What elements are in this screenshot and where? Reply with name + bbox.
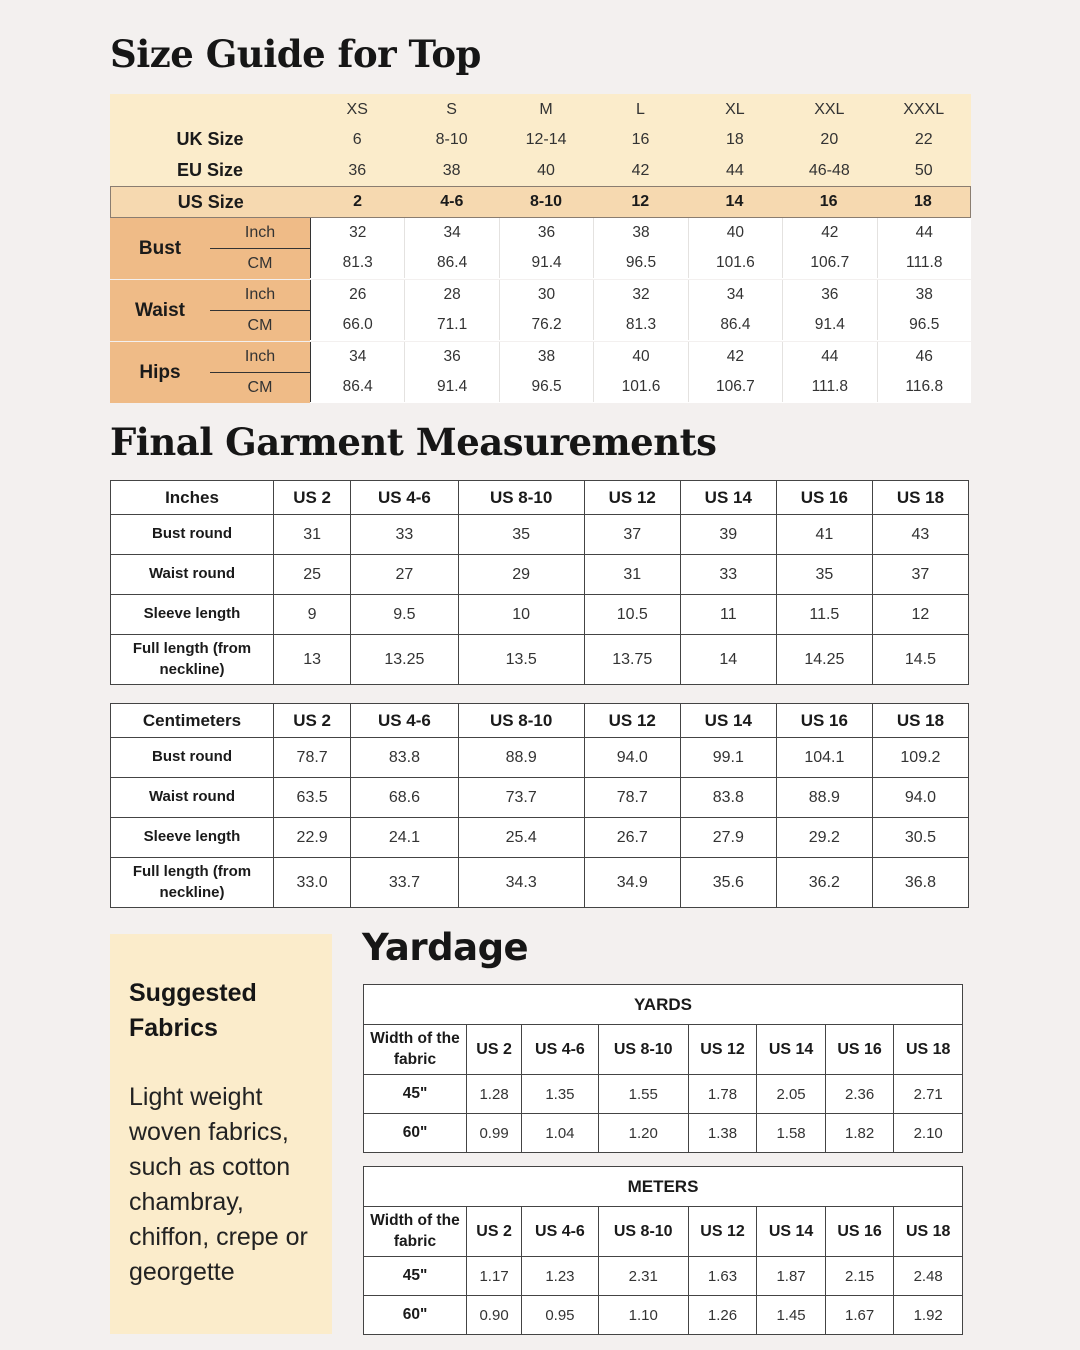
size-guide-table xyxy=(110,94,971,403)
table-cell: 1.17 xyxy=(467,1257,522,1296)
waist-inch-cell: 32 xyxy=(593,280,687,310)
letter-size-cell: XL xyxy=(725,100,745,118)
letter-size-cell: XXL xyxy=(814,100,845,118)
table-cell: 37 xyxy=(872,555,968,595)
waist-inch-cell: 38 xyxy=(877,280,971,310)
row-label: Bust round xyxy=(111,515,274,555)
table-cell: 10.5 xyxy=(584,595,680,635)
waist-cm-cell: 66.0 xyxy=(310,310,404,340)
table-cell: 41 xyxy=(776,515,872,555)
header-cell: US 14 xyxy=(757,1025,826,1075)
row-label: Sleeve length xyxy=(111,595,274,635)
header-cell: US 2 xyxy=(274,481,351,515)
hips-inch-row xyxy=(310,342,971,372)
bust-cm-row xyxy=(310,248,971,278)
table-row xyxy=(111,555,969,595)
hips-inch-cell: 46 xyxy=(877,342,971,372)
row-label: Bust round xyxy=(111,738,274,778)
us-size-cell: 2 xyxy=(353,193,363,210)
header-cell: US 12 xyxy=(584,704,680,738)
table-cell: 2.36 xyxy=(825,1075,894,1114)
table-cell: 1.28 xyxy=(467,1075,522,1114)
bust-label: Bust xyxy=(138,237,182,259)
bust-inch-cell: 34 xyxy=(404,218,498,248)
waist-cm-cell: 91.4 xyxy=(782,310,876,340)
table-cell: 13.5 xyxy=(458,635,584,685)
waist-measurement-block xyxy=(110,280,971,341)
bust-cm-cell: 96.5 xyxy=(593,248,687,278)
header-cell: US 18 xyxy=(872,704,968,738)
table-cell: 1.87 xyxy=(757,1257,826,1296)
table-cell: 31 xyxy=(274,515,351,555)
table-cell: 2.48 xyxy=(894,1257,963,1296)
letter-size-cells xyxy=(310,101,971,119)
waist-inch-cell: 30 xyxy=(499,280,593,310)
row-label: Waist round xyxy=(111,778,274,818)
table-cell: 11.5 xyxy=(776,595,872,635)
table-cell: 99.1 xyxy=(680,738,776,778)
header-cell: US 4-6 xyxy=(522,1025,599,1075)
us-size-cell: 8-10 xyxy=(530,193,563,210)
bust-cm-cell: 86.4 xyxy=(404,248,498,278)
table-row xyxy=(111,818,969,858)
header-cell: US 4-6 xyxy=(351,481,458,515)
table-cell: 1.58 xyxy=(757,1114,826,1153)
letter-size-cell: M xyxy=(539,100,553,118)
table-cell: 1.20 xyxy=(598,1114,688,1153)
hips-cm-cell: 106.7 xyxy=(688,372,782,402)
table-header-row xyxy=(111,481,969,515)
hips-label: Hips xyxy=(139,361,181,383)
table-row xyxy=(111,858,969,908)
table-cell: 10 xyxy=(458,595,584,635)
suggested-fabrics-title: Suggested Fabrics xyxy=(129,979,257,1042)
table-cell: 2.71 xyxy=(894,1075,963,1114)
letter-size-cell: L xyxy=(636,100,645,118)
unit-inch-label: Inch xyxy=(244,224,276,241)
table-row xyxy=(111,635,969,685)
table-cell: 68.6 xyxy=(351,778,458,818)
letter-size-cell: S xyxy=(446,100,457,118)
table-cell: 12 xyxy=(872,595,968,635)
bust-inch-cell: 38 xyxy=(593,218,687,248)
bust-cm-cell: 91.4 xyxy=(499,248,593,278)
suggested-fabrics-panel xyxy=(110,934,332,1334)
header-cell: US 12 xyxy=(688,1207,757,1257)
header-cell: US 4-6 xyxy=(351,704,458,738)
header-cell: US 14 xyxy=(680,704,776,738)
table-cell: 73.7 xyxy=(458,778,584,818)
table-cell: 2.31 xyxy=(598,1257,688,1296)
table-header-row xyxy=(364,1025,963,1075)
header-cell: US 18 xyxy=(894,1025,963,1075)
table-cell: 63.5 xyxy=(274,778,351,818)
table-cell: 35 xyxy=(458,515,584,555)
table-cell: 109.2 xyxy=(872,738,968,778)
table-cell: 29 xyxy=(458,555,584,595)
suggested-fabrics-text: Light weight woven fabrics, such as cotton chambray, chiffon, crepe or georgette xyxy=(129,1083,308,1286)
table-row xyxy=(111,515,969,555)
waist-cm-row xyxy=(310,310,971,340)
uk-size-cell: 12-14 xyxy=(525,130,567,148)
table-cell: 31 xyxy=(584,555,680,595)
table-cell: 83.8 xyxy=(680,778,776,818)
table-cell: 37 xyxy=(584,515,680,555)
bust-inch-cell: 40 xyxy=(688,218,782,248)
bust-cm-cell: 101.6 xyxy=(688,248,782,278)
header-cell: US 2 xyxy=(467,1025,522,1075)
header-cell: US 16 xyxy=(825,1025,894,1075)
uk-size-cell: 20 xyxy=(820,130,839,148)
bust-inch-cell: 44 xyxy=(877,218,971,248)
header-cell: US 2 xyxy=(274,704,351,738)
hips-cm-row xyxy=(310,372,971,402)
header-cell: US 2 xyxy=(467,1207,522,1257)
hips-measurement-block xyxy=(110,342,971,403)
row-label: 45" xyxy=(364,1075,467,1114)
table-row xyxy=(364,1075,963,1114)
row-label: Waist round xyxy=(111,555,274,595)
unit-cm-label: CM xyxy=(247,379,273,396)
waist-cm-cell: 86.4 xyxy=(688,310,782,340)
bust-cm-cell: 81.3 xyxy=(310,248,404,278)
header-cell: US 14 xyxy=(680,481,776,515)
table-caption: YARDS xyxy=(364,985,963,1025)
table-row xyxy=(364,1257,963,1296)
table-header-row xyxy=(111,704,969,738)
letter-size-cell: XS xyxy=(346,100,368,118)
eu-size-cell: 46-48 xyxy=(808,161,850,179)
hips-cm-cell: 96.5 xyxy=(499,372,593,402)
uk-size-cell: 18 xyxy=(726,130,744,148)
unit-cm-label: CM xyxy=(247,317,273,334)
table-cell: 1.78 xyxy=(688,1075,757,1114)
table-cell: 14.25 xyxy=(776,635,872,685)
uk-size-cell: 8-10 xyxy=(435,130,468,148)
waist-inch-cell: 36 xyxy=(782,280,876,310)
table-cell: 78.7 xyxy=(584,778,680,818)
eu-size-row xyxy=(110,155,971,186)
table-cell: 9 xyxy=(274,595,351,635)
table-cell: 0.90 xyxy=(467,1296,522,1335)
hips-cm-cell: 86.4 xyxy=(310,372,404,402)
table-cell: 27 xyxy=(351,555,458,595)
bust-inch-cell: 42 xyxy=(782,218,876,248)
header-cell: US 16 xyxy=(825,1207,894,1257)
unit-inch-label: Inch xyxy=(244,286,276,303)
table-cell: 83.8 xyxy=(351,738,458,778)
table-cell: 2.15 xyxy=(825,1257,894,1296)
header-cell: US 16 xyxy=(776,481,872,515)
table-cell: 1.45 xyxy=(757,1296,826,1335)
table-cell: 14 xyxy=(680,635,776,685)
yardage-yards-table xyxy=(363,984,963,1153)
header-cell: US 12 xyxy=(688,1025,757,1075)
table-cell: 1.67 xyxy=(825,1296,894,1335)
uk-size-cell: 22 xyxy=(914,130,933,148)
table-row xyxy=(364,1296,963,1335)
bust-measurement-block xyxy=(110,218,971,279)
table-cell: 1.63 xyxy=(688,1257,757,1296)
row-label: 60" xyxy=(364,1114,467,1153)
eu-size-cell: 38 xyxy=(442,161,461,179)
bust-inch-row xyxy=(310,218,971,248)
table-caption: METERS xyxy=(364,1167,963,1207)
table-cell: 34.9 xyxy=(584,858,680,908)
header-cell: US 16 xyxy=(776,704,872,738)
table-cell: 88.9 xyxy=(458,738,584,778)
table-cell: 1.82 xyxy=(825,1114,894,1153)
table-cell: 29.2 xyxy=(776,818,872,858)
waist-cm-cell: 76.2 xyxy=(499,310,593,340)
unit-cm-label: CM xyxy=(247,255,273,272)
header-cell: US 12 xyxy=(584,481,680,515)
table-cell: 33 xyxy=(351,515,458,555)
table-row xyxy=(111,778,969,818)
waist-cm-cell: 81.3 xyxy=(593,310,687,340)
table-row xyxy=(111,595,969,635)
eu-size-cell: 44 xyxy=(726,161,744,179)
waist-inch-cell: 26 xyxy=(310,280,404,310)
table-cell: 35 xyxy=(776,555,872,595)
table-cell: 9.5 xyxy=(351,595,458,635)
letter-size-cell: XXXL xyxy=(903,100,945,118)
table-cell: 94.0 xyxy=(872,778,968,818)
header-cell: US 4-6 xyxy=(522,1207,599,1257)
row-label: Full length (from neckline) xyxy=(111,858,274,908)
table-row xyxy=(111,738,969,778)
hips-cm-cell: 101.6 xyxy=(593,372,687,402)
table-header-row xyxy=(364,1207,963,1257)
waist-cm-cell: 71.1 xyxy=(404,310,498,340)
table-cell: 24.1 xyxy=(351,818,458,858)
table-cell: 34.3 xyxy=(458,858,584,908)
us-size-cell: 14 xyxy=(725,193,744,210)
uk-size-row xyxy=(110,124,971,155)
table-cell: 1.55 xyxy=(598,1075,688,1114)
table-cell: 11 xyxy=(680,595,776,635)
eu-size-cell: 50 xyxy=(914,161,933,179)
size-guide-title: Size Guide for Top xyxy=(110,32,481,76)
header-cell: US 8-10 xyxy=(598,1025,688,1075)
waist-label: Waist xyxy=(135,299,185,321)
hips-cm-cell: 111.8 xyxy=(782,372,876,402)
header-cell: US 14 xyxy=(757,1207,826,1257)
table-cell: 33.7 xyxy=(351,858,458,908)
table-cell: 13.75 xyxy=(584,635,680,685)
header-cell: US 8-10 xyxy=(598,1207,688,1257)
header-cell: US 8-10 xyxy=(458,481,584,515)
row-label: 60" xyxy=(364,1296,467,1335)
table-cell: 36.2 xyxy=(776,858,872,908)
us-size-cell: 12 xyxy=(631,193,650,210)
header-cell: Inches xyxy=(111,481,274,515)
bust-inch-cell: 36 xyxy=(499,218,593,248)
row-label: Full length (from neckline) xyxy=(111,635,274,685)
garment-inches-table xyxy=(110,480,969,685)
hips-inch-cell: 44 xyxy=(782,342,876,372)
table-cell: 94.0 xyxy=(584,738,680,778)
table-cell: 0.95 xyxy=(522,1296,599,1335)
uk-size-cell: 16 xyxy=(631,130,650,148)
yardage-title: Yardage xyxy=(362,926,529,969)
table-cell: 1.26 xyxy=(688,1296,757,1335)
yardage-meters-table xyxy=(363,1166,963,1335)
garment-centimeters-table xyxy=(110,703,969,908)
table-cell: 39 xyxy=(680,515,776,555)
hips-cm-cell: 116.8 xyxy=(877,372,971,402)
row-label: Sleeve length xyxy=(111,818,274,858)
header-cell: US 18 xyxy=(872,481,968,515)
table-cell: 25 xyxy=(274,555,351,595)
eu-size-cell: 36 xyxy=(348,161,367,179)
table-cell: 22.9 xyxy=(274,818,351,858)
width-header: Width of the fabric xyxy=(364,1207,467,1257)
hips-inch-cell: 36 xyxy=(404,342,498,372)
table-cell: 33.0 xyxy=(274,858,351,908)
hips-inch-cell: 38 xyxy=(499,342,593,372)
waist-inch-cell: 28 xyxy=(404,280,498,310)
uk-size-cell: 6 xyxy=(352,130,362,148)
table-cell: 25.4 xyxy=(458,818,584,858)
uk-size-label: UK Size xyxy=(176,129,244,149)
table-cell: 0.99 xyxy=(467,1114,522,1153)
table-cell: 14.5 xyxy=(872,635,968,685)
hips-inch-cell: 34 xyxy=(310,342,404,372)
table-cell: 2.10 xyxy=(894,1114,963,1153)
waist-inch-cell: 34 xyxy=(688,280,782,310)
us-size-cell: 18 xyxy=(913,193,932,210)
table-cell: 1.92 xyxy=(894,1296,963,1335)
garment-measurements-title: Final Garment Measurements xyxy=(110,420,717,464)
header-cell: Centimeters xyxy=(111,704,274,738)
table-cell: 88.9 xyxy=(776,778,872,818)
table-row xyxy=(364,1114,963,1153)
width-header: Width of the fabric xyxy=(364,1025,467,1075)
table-cell: 13.25 xyxy=(351,635,458,685)
us-size-row xyxy=(110,186,971,218)
table-cell: 1.04 xyxy=(522,1114,599,1153)
table-cell: 1.10 xyxy=(598,1296,688,1335)
hips-cm-cell: 91.4 xyxy=(404,372,498,402)
unit-inch-label: Inch xyxy=(244,348,276,365)
table-cell: 36.8 xyxy=(872,858,968,908)
us-size-label: US Size xyxy=(177,191,244,212)
bust-cm-cell: 111.8 xyxy=(877,248,971,278)
table-cell: 30.5 xyxy=(872,818,968,858)
row-label: 45" xyxy=(364,1257,467,1296)
table-cell: 26.7 xyxy=(584,818,680,858)
eu-size-label: EU Size xyxy=(176,160,244,180)
hips-inch-cell: 42 xyxy=(688,342,782,372)
waist-cm-cell: 96.5 xyxy=(877,310,971,340)
bust-inch-cell: 32 xyxy=(310,218,404,248)
table-cell: 104.1 xyxy=(776,738,872,778)
us-size-cell: 4-6 xyxy=(440,193,464,210)
hips-inch-cell: 40 xyxy=(593,342,687,372)
eu-size-cell: 42 xyxy=(631,161,650,179)
table-cell: 13 xyxy=(274,635,351,685)
letter-size-row xyxy=(110,94,971,125)
eu-size-cell: 40 xyxy=(537,161,555,179)
table-cell: 33 xyxy=(680,555,776,595)
header-cell: US 18 xyxy=(894,1207,963,1257)
header-cell: US 8-10 xyxy=(458,704,584,738)
table-cell: 43 xyxy=(872,515,968,555)
table-cell: 1.23 xyxy=(522,1257,599,1296)
bust-cm-cell: 106.7 xyxy=(782,248,876,278)
table-cell: 1.38 xyxy=(688,1114,757,1153)
table-cell: 35.6 xyxy=(680,858,776,908)
us-size-cell: 16 xyxy=(819,193,838,210)
table-cell: 1.35 xyxy=(522,1075,599,1114)
waist-inch-row xyxy=(310,280,971,310)
table-cell: 27.9 xyxy=(680,818,776,858)
table-cell: 78.7 xyxy=(274,738,351,778)
table-cell: 2.05 xyxy=(757,1075,826,1114)
